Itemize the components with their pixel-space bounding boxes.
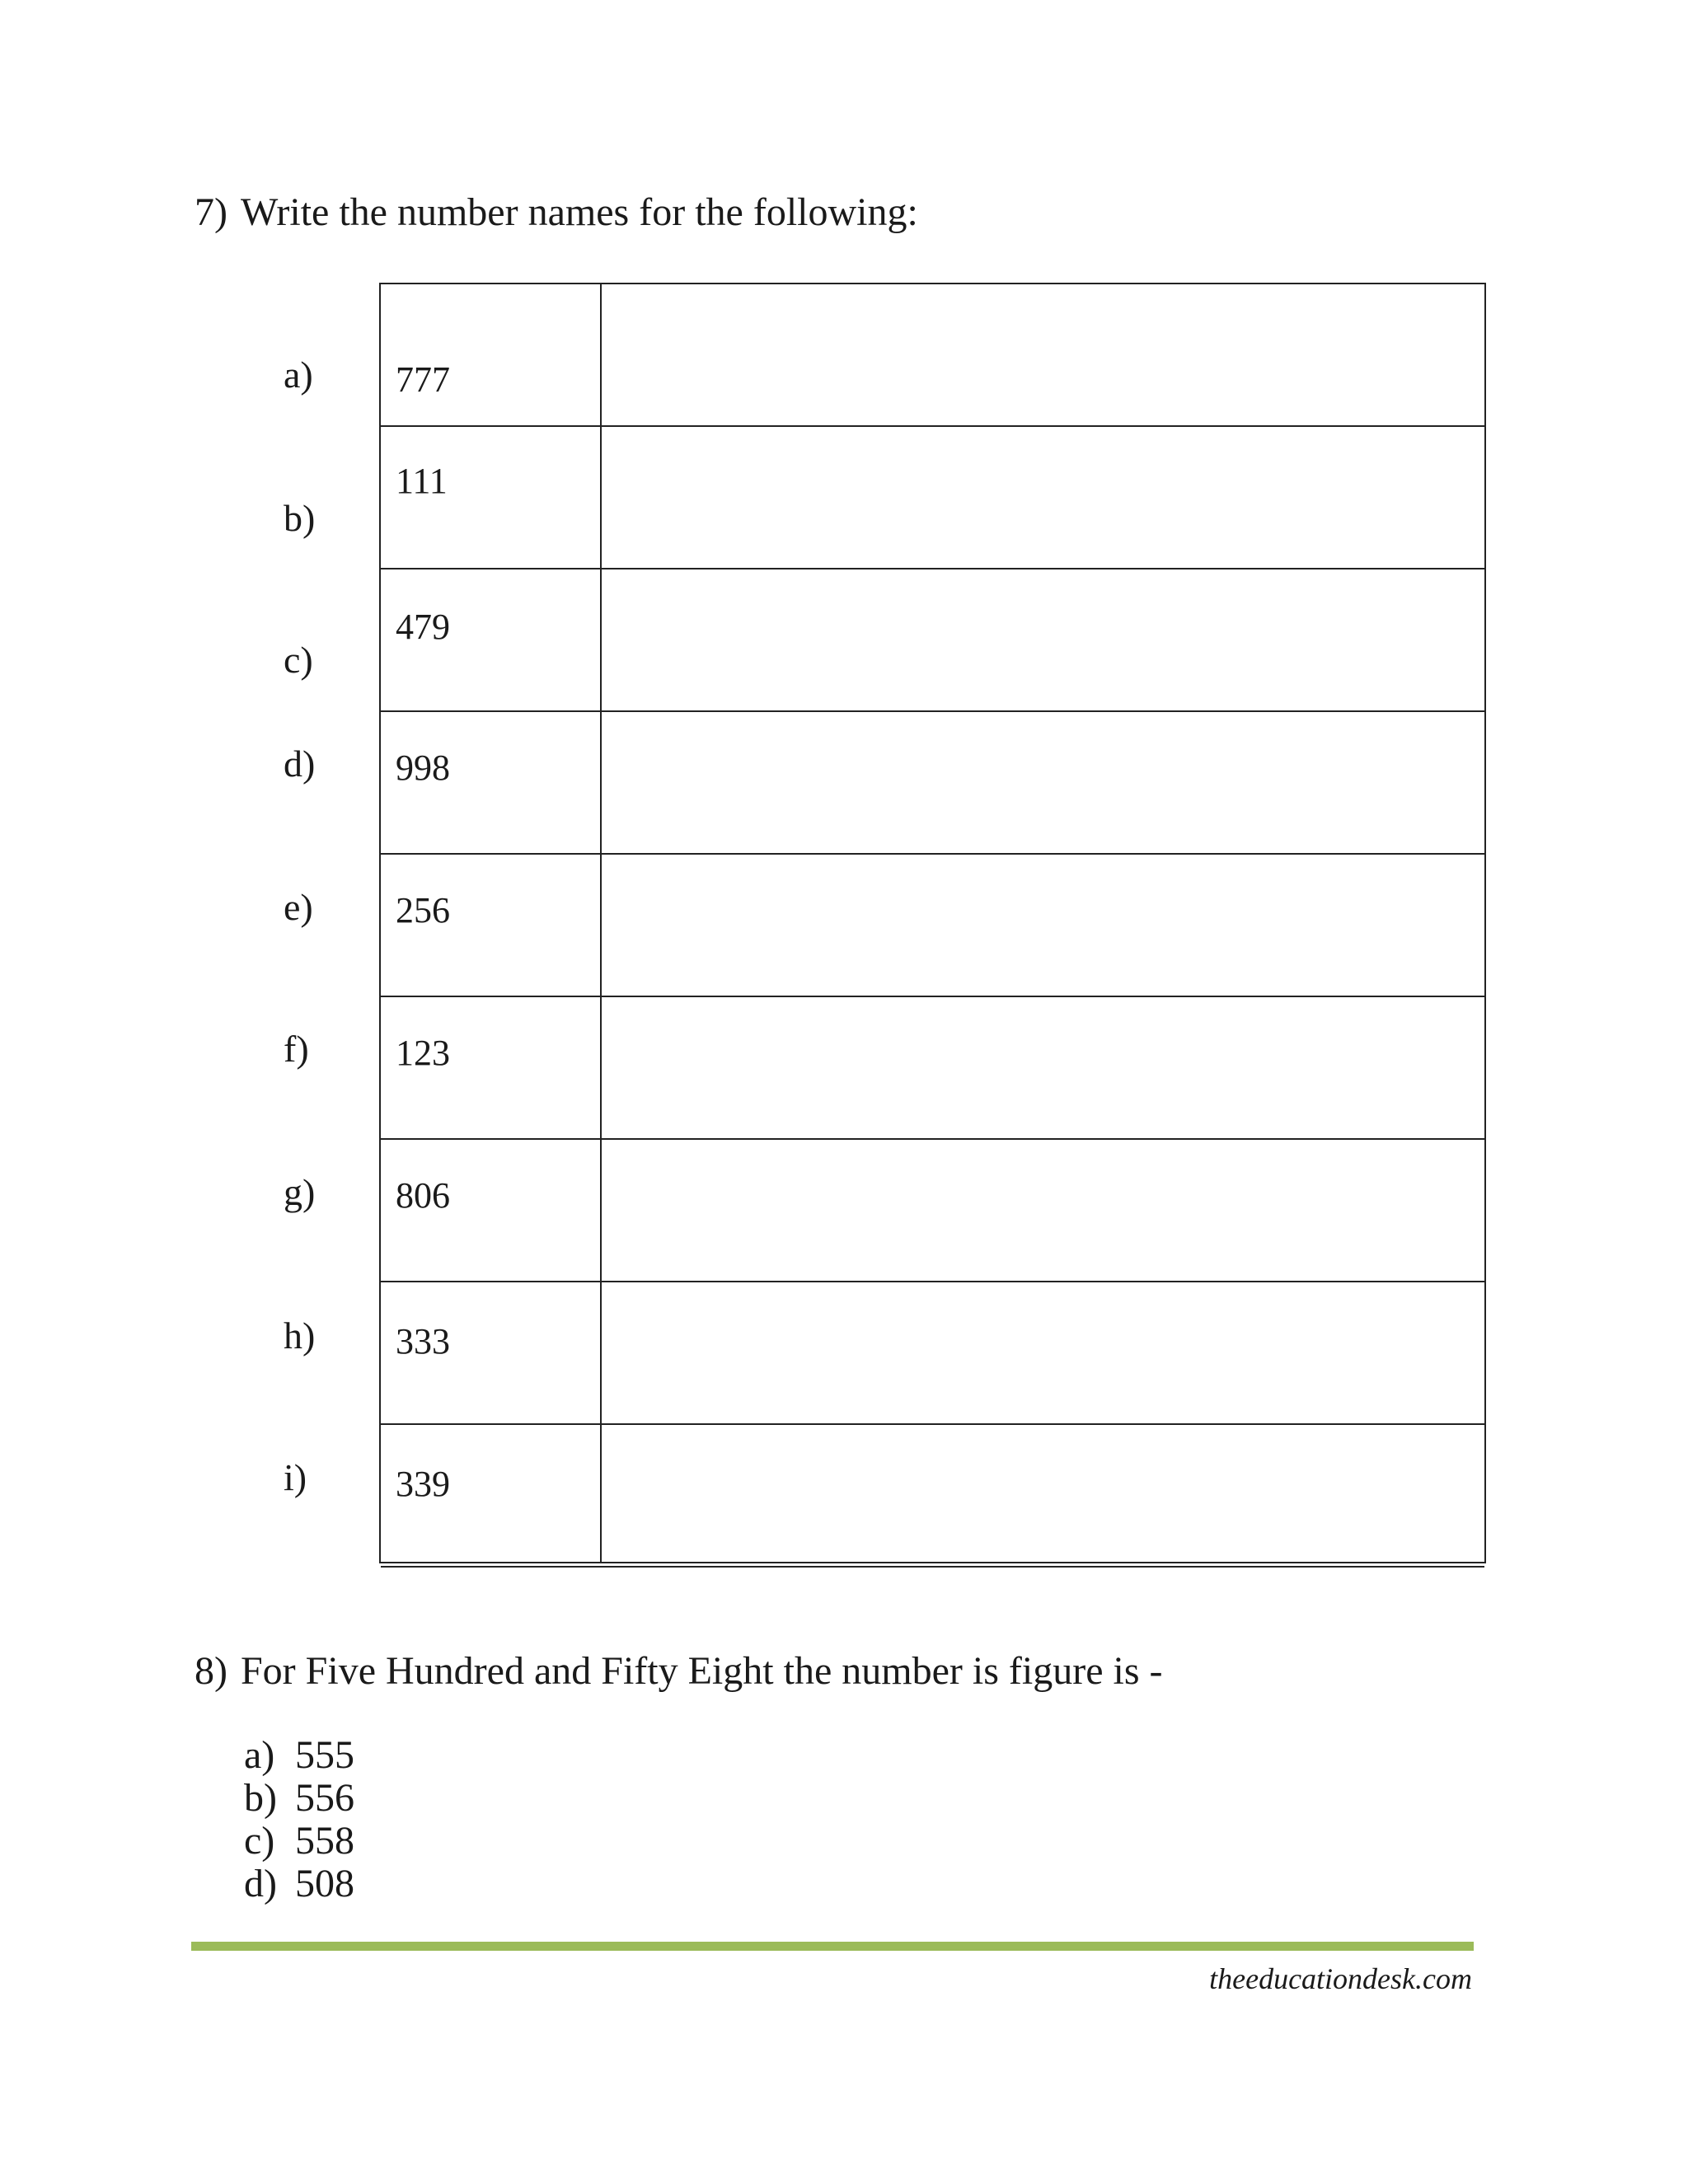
number-cell: 111	[396, 461, 448, 501]
table-row	[381, 997, 1484, 1140]
row-label-a: a)	[284, 354, 313, 396]
answer-cell[interactable]	[602, 569, 1484, 710]
row-label-c: c)	[284, 639, 313, 681]
number-cell: 339	[396, 1464, 450, 1504]
row-label-b: b)	[284, 497, 316, 539]
table-row	[381, 569, 1484, 712]
option-letter: b)	[244, 1776, 277, 1820]
number-cell: 998	[396, 748, 450, 788]
table-row	[381, 712, 1484, 855]
option-letter: d)	[244, 1862, 277, 1905]
footer-website: theeducationdesk.com	[1209, 1962, 1472, 1995]
answer-cell[interactable]	[602, 1282, 1484, 1423]
question-8-prompt: For Five Hundred and Fifty Eight the number is figure is -	[240, 1649, 1163, 1693]
row-label-g: g)	[284, 1171, 316, 1213]
table-row	[381, 1140, 1484, 1282]
number-cell: 123	[396, 1033, 450, 1073]
table-row	[381, 1282, 1484, 1425]
question-8-number: 8)	[195, 1649, 227, 1693]
column-divider	[600, 284, 602, 1562]
answer-cell[interactable]	[602, 1140, 1484, 1281]
option-value: 508	[295, 1862, 354, 1905]
row-label-f: f)	[284, 1028, 309, 1070]
row-label-i: i)	[284, 1456, 307, 1498]
number-cell: 256	[396, 890, 450, 930]
number-cell: 479	[396, 607, 450, 647]
table-row	[381, 427, 1484, 569]
row-label-e: e)	[284, 886, 313, 928]
option-value: 556	[295, 1776, 354, 1820]
answer-cell[interactable]	[602, 997, 1484, 1138]
question-7-prompt: Write the number names for the following:	[240, 190, 918, 234]
option-c[interactable]	[244, 1820, 354, 1863]
number-cell: 806	[396, 1175, 450, 1216]
number-cell: 777	[396, 359, 450, 400]
question-8-options	[244, 1734, 354, 1905]
option-b[interactable]	[244, 1777, 354, 1820]
question-7-title	[195, 190, 918, 235]
row-label-h: h)	[284, 1315, 316, 1357]
option-letter: c)	[244, 1819, 275, 1863]
option-letter: a)	[244, 1733, 275, 1777]
number-cell: 333	[396, 1321, 450, 1361]
option-value: 555	[295, 1733, 354, 1777]
footer-divider	[191, 1942, 1474, 1951]
option-d[interactable]	[244, 1863, 354, 1905]
number-names-table	[379, 283, 1486, 1563]
question-7-number: 7)	[195, 190, 227, 234]
table-row	[381, 855, 1484, 997]
row-label-d: d)	[284, 743, 316, 785]
answer-cell[interactable]	[602, 427, 1484, 568]
answer-cell[interactable]	[602, 1425, 1484, 1566]
answer-cell[interactable]	[602, 712, 1484, 853]
table-row	[381, 284, 1484, 427]
option-a[interactable]	[244, 1734, 354, 1777]
answer-cell[interactable]	[602, 855, 1484, 996]
option-value: 558	[295, 1819, 354, 1863]
table-row	[381, 1425, 1484, 1568]
question-8-title	[195, 1648, 1163, 1694]
answer-cell[interactable]	[602, 284, 1484, 425]
